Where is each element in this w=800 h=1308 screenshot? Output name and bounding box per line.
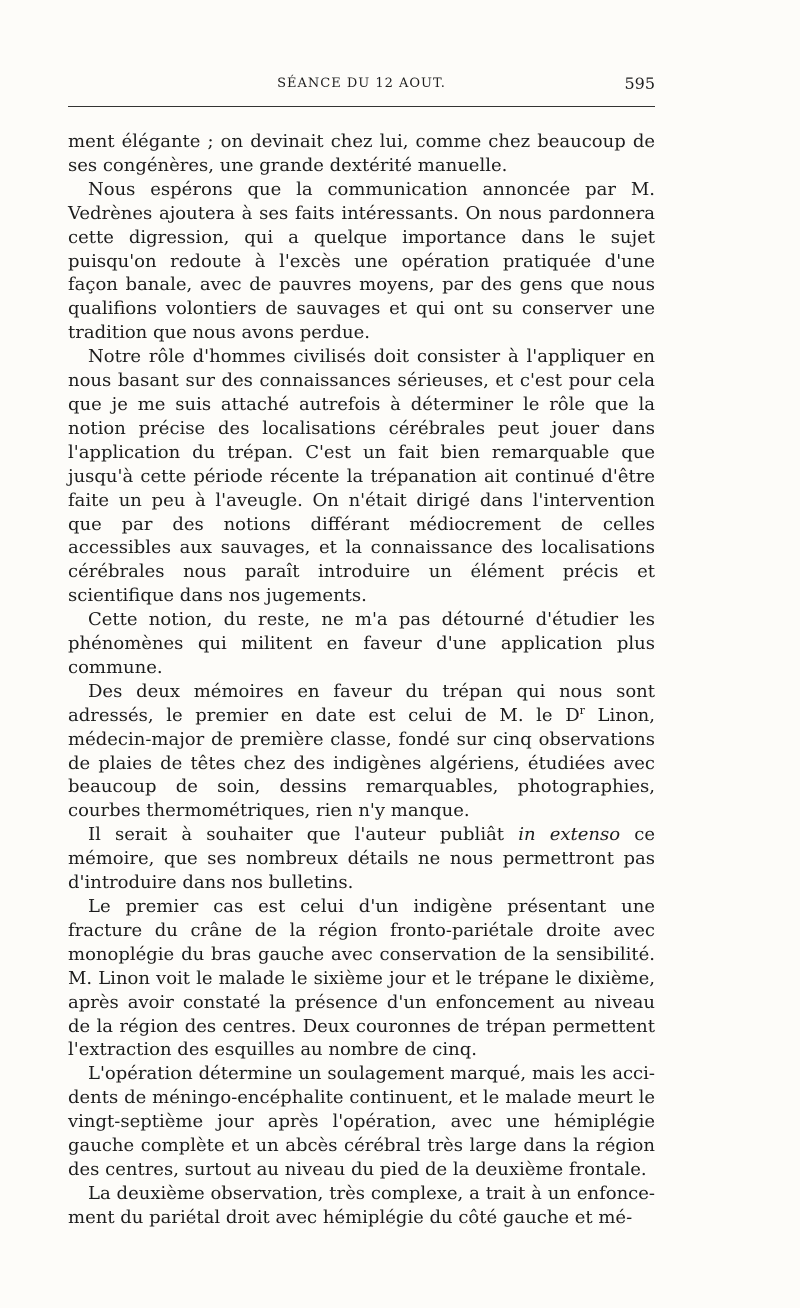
text-run: ce mémoire, que ses nombreux détails ne nous permettront pas d'introduire dans nos bulletins. bbox=[68, 824, 655, 894]
text-run: Des deux mémoires en faveur du trépan qui nous sont adressés, le premier en date est celui de M. le D bbox=[68, 680, 655, 726]
paragraph: ment élégante ; on devinait chez lui, comme chez beaucoup de ses congénères, une grande dextérité manuelle. bbox=[68, 131, 655, 176]
paragraph: Le premier cas est celui d'un indigène présentant une fracture du crâne de la région fronto-pariétale droite avec monoplégie du bras gauche avec conservation de la sensibilité. M. Linon voit le malade le sixième jour et le trépane le dixième, après avoir constaté la présence d'un enfoncement au niveau de la région des centres. Deux couronnes de trépan permettent l'extraction des esquilles au nombre de cinq. bbox=[68, 896, 655, 1061]
paragraph: L'opération détermine un soulagement marqué, mais les accidents de méningo-encéphalite continuent, et le malade meurt le vingt-septième jour après l'opération, avec une hémiplégie gauche complète et un abcès cérébral très large dans la région des centres, surtout au niveau du pied de la deuxième frontale. bbox=[68, 1063, 655, 1180]
running-title: SÉANCE DU 12 AOUT. bbox=[277, 76, 446, 91]
page-header bbox=[68, 74, 655, 102]
paragraph: Notre rôle d'hommes civilisés doit consister à l'appliquer en nous basant sur des connaissances sérieuses, et c'est pour cela que je me suis attaché autrefois à déterminer le rôle que la notion précise des localisations cérébrales peut jouer dans l'application du trépan. C'est un fait bien remarquable que jusqu'à cette période récente la trépanation ait continué d'être faite un peu à l'aveugle. On n'était dirigé dans l'intervention que par des notions différant médiocrement de celles accessibles aux sauvages, et la connaissance des localisations cérébrales nous paraît introduire un élément précis et scientifique dans nos jugements. bbox=[68, 346, 655, 607]
text-run: Il serait à souhaiter que l'auteur publiât bbox=[88, 824, 519, 846]
superscript: r bbox=[579, 703, 585, 717]
header-rule bbox=[68, 106, 655, 107]
body-text bbox=[68, 130, 655, 1230]
paragraph: Nous espérons que la communication annoncée par M. Vedrènes ajoutera à ses faits intéressants. On nous pardonnera cette digression, qui a quelque importance dans le sujet puisqu'on redoute à l'excès une opération pratiquée d'une façon banale, avec de pauvres moyens, par des gens que nous qualifions volontiers de sauvages et qui ont su conserver une tradition que nous avons perdue. bbox=[68, 178, 655, 344]
paragraph: Cette notion, du reste, ne m'a pas détourné d'étudier les phénomènes qui militent en faveur d'une application plus commune. bbox=[68, 609, 655, 678]
paragraph: La deuxième observation, très complexe, a trait à un enfoncement du pariétal droit avec hémiplégie du côté gauche et mé- bbox=[68, 1182, 655, 1228]
paragraph bbox=[68, 680, 655, 823]
paragraph bbox=[68, 823, 655, 895]
italic-phrase: in extenso bbox=[518, 824, 621, 846]
page-number: 595 bbox=[624, 74, 655, 93]
text-run: Linon, médecin-major de première classe, fondé sur cinq observations de plaies de têtes chez des indigènes algériens, étudiées avec beaucoup de soin, dessins remarquables, photographies, courbes thermométriques, rien n'y manque. bbox=[68, 704, 655, 822]
